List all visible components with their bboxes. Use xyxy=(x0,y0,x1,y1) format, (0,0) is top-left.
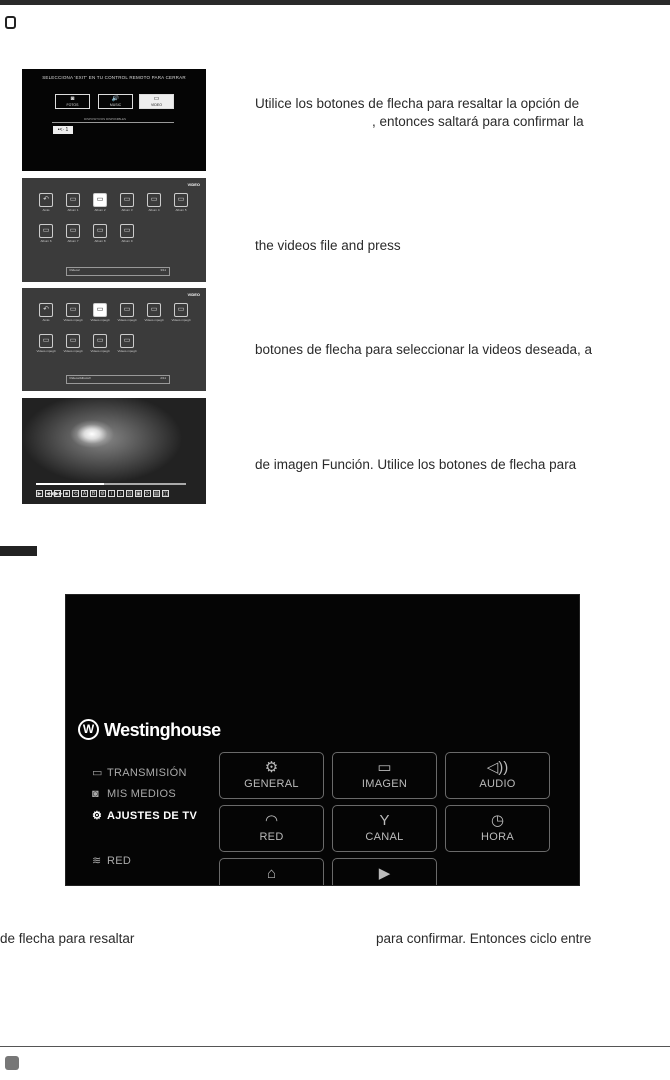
video-file-icon: ▭ xyxy=(66,334,80,348)
speaker-icon: ◁)) xyxy=(486,759,509,776)
video-file-icon: ▭ xyxy=(93,334,107,348)
back-icon: ↶ xyxy=(39,193,53,207)
tile-imagen[interactable] xyxy=(332,752,437,799)
thumbnail-media-source xyxy=(22,69,206,171)
video-file-icon: ▭ xyxy=(174,193,188,207)
top-rule xyxy=(0,0,670,5)
play-icon: ▶ xyxy=(378,865,391,882)
playback-control-icon: ▶▶ xyxy=(55,491,63,497)
page-count: 3/11 xyxy=(160,268,166,272)
playback-control-icon: ■ xyxy=(64,491,69,497)
grid-item-label: Album 5 xyxy=(175,208,187,212)
step-marker xyxy=(5,16,16,29)
progress-bar xyxy=(36,483,186,485)
playback-control-icon: ⚙ xyxy=(100,491,105,497)
page-number-badge xyxy=(5,1056,19,1070)
menu-item-mis-medios[interactable] xyxy=(92,788,176,800)
video-file-icon: ▭ xyxy=(120,224,134,238)
grid-item-label: Videos.mpeg4 xyxy=(90,349,110,353)
back-icon: ↶ xyxy=(39,303,53,317)
path-bar xyxy=(66,267,170,276)
playback-control-icon: ▣ xyxy=(136,491,141,497)
button-label: VIDEO xyxy=(151,103,162,107)
grid-item-label: Album 7 xyxy=(67,239,79,243)
tile-label: HORA xyxy=(481,831,514,843)
tile-label: IMAGEN xyxy=(361,778,408,790)
wifi-icon: ≋ xyxy=(92,855,102,867)
playback-controls xyxy=(36,490,198,498)
speaker-icon: 🔊 xyxy=(111,96,120,102)
tile-play[interactable] xyxy=(332,858,437,886)
video-file-icon: ▭ xyxy=(120,193,134,207)
monitor-icon: ▭ xyxy=(377,759,392,776)
video-file-icon: ▭ xyxy=(147,303,161,317)
thumbnail-video-playback xyxy=(22,398,206,504)
brand-name: Westinghouse xyxy=(104,720,221,740)
video-file-icon: ▭ xyxy=(66,303,80,317)
music-button xyxy=(98,94,133,109)
video-file-icon: ▭ xyxy=(39,334,53,348)
tile-label: CANAL xyxy=(365,831,404,843)
grid-item-label: Videos.mpeg4 xyxy=(171,318,191,322)
tile-audio[interactable] xyxy=(445,752,550,799)
paragraph-line: para confirmar. Entonces ciclo entre xyxy=(376,931,592,946)
grid-item-label: Videos.mpeg4 xyxy=(63,318,83,322)
grid-item-label: Album 9 xyxy=(121,239,133,243)
menu-item-label: TRANSMISIÓN xyxy=(107,767,187,779)
playback-control-icon: ◀◀ xyxy=(46,491,54,497)
video-file-icon: ▭ xyxy=(39,224,53,238)
video-file-icon: ▭ xyxy=(66,193,80,207)
tv-settings-screenshot xyxy=(65,594,580,886)
path-text: /Videos/Album2/ xyxy=(69,376,91,380)
paragraph-line: Utilice los botones de flecha para resaltar la opción de xyxy=(255,96,580,111)
menu-item-transmision[interactable] xyxy=(92,766,187,779)
section-label: VIDEO xyxy=(187,292,200,297)
video-icon: ▭ xyxy=(153,96,160,102)
path-bar xyxy=(66,375,170,384)
grid-item-label: Album 8 xyxy=(94,239,106,243)
menu-item-ajustes-de-tv[interactable] xyxy=(92,809,197,822)
fotos-button xyxy=(55,94,90,109)
monitor-icon: ▭ xyxy=(92,767,103,779)
tile-general[interactable] xyxy=(219,752,324,799)
video-button xyxy=(139,94,174,109)
grid-item-label: Album 1 xyxy=(67,208,79,212)
tile-canal[interactable] xyxy=(332,805,437,852)
tile-label: AUDIO xyxy=(479,778,516,790)
paragraph-line: de imagen Función. Utilice los botones de flecha para xyxy=(255,457,577,472)
playback-control-icon: ⊡ xyxy=(127,491,132,497)
video-file-icon: ▭ xyxy=(93,224,107,238)
grid-item-label: Album 4 xyxy=(148,208,160,212)
grid-item-label: Videos.mpeg4 xyxy=(144,318,164,322)
grid-item-label: Videos.mpeg4 xyxy=(117,349,137,353)
grid-item-label: Videos.mpeg4 xyxy=(36,349,56,353)
playback-control-icon: ⟳ xyxy=(145,491,150,497)
button-label: MUSIC xyxy=(109,103,122,107)
grid-item-label: Videos.mpeg4 xyxy=(63,349,83,353)
clock-icon: ◷ xyxy=(490,812,505,829)
playback-control-icon: B xyxy=(91,491,96,497)
video-file-icon: ▭ xyxy=(174,303,188,317)
menu-item-label: MIS MEDIOS xyxy=(107,788,177,800)
grid-item-label: Album 3 xyxy=(121,208,133,212)
playback-control-icon: A xyxy=(82,491,87,497)
tile-lock[interactable] xyxy=(219,858,324,886)
bottom-rule xyxy=(0,1046,670,1047)
camera-icon: ◙ xyxy=(70,96,75,102)
grid-item-label: Videos.mpeg4 xyxy=(117,318,137,322)
antenna-icon: Y xyxy=(379,812,390,829)
video-file-icon: ▭ xyxy=(120,334,134,348)
paragraph-line: de flecha para resaltar xyxy=(0,931,135,946)
playback-control-icon: ▶ xyxy=(37,491,42,497)
tile-label: GENERAL xyxy=(244,778,299,790)
grid-item-label: Atrás xyxy=(42,208,50,212)
paragraph-line: the videos file and press xyxy=(255,238,401,253)
grid-item-label: Album 6 xyxy=(40,239,52,243)
playback-control-icon: ⟲ xyxy=(73,491,78,497)
playback-control-icon: i xyxy=(108,490,115,497)
menu-item-label: RED xyxy=(107,855,132,867)
video-file-icon: ▭ xyxy=(66,224,80,238)
wifi-icon: ◠ xyxy=(264,812,279,829)
thumbnail-album-grid xyxy=(22,178,206,282)
tile-red[interactable] xyxy=(219,805,324,852)
menu-item-red[interactable] xyxy=(92,854,131,867)
paragraph-line: , entonces saltará para confirmar la xyxy=(372,114,584,129)
divider xyxy=(52,122,174,123)
grid-item-label: Videos.mpeg4 xyxy=(90,318,110,322)
section-label: VIDEO xyxy=(187,182,200,187)
page-count: 2/11 xyxy=(160,376,166,380)
tile-label: RED xyxy=(259,831,284,843)
menu-item-label: AJUSTES DE TV xyxy=(107,810,198,822)
lock-icon: ⌂ xyxy=(266,865,277,882)
grid-item-label: Album 2 xyxy=(94,208,106,212)
gear-icon: ⚙ xyxy=(264,759,279,776)
usb-device-icon: •<· 1 xyxy=(53,126,73,134)
camera-icon: ◙ xyxy=(92,788,99,800)
devices-subtitle: DISPOSITIVOS DISPONIBLES xyxy=(84,117,127,121)
gear-icon: ⚙ xyxy=(92,810,103,822)
video-file-icon: ▭ xyxy=(147,193,161,207)
button-label: FOTOS xyxy=(66,103,79,107)
paragraph-line: botones de flecha para seleccionar la videos deseada, a xyxy=(255,342,592,357)
playback-control-icon: ♪ xyxy=(117,490,124,497)
path-text: /Videos/ xyxy=(69,268,80,272)
video-file-icon: ▭ xyxy=(120,303,134,317)
video-file-icon: ▭ xyxy=(93,193,107,207)
grid-item-label: Atrás xyxy=(42,318,50,322)
progress-fill xyxy=(36,483,104,485)
playback-control-icon: ▤ xyxy=(154,491,159,497)
thumbnail-video-grid xyxy=(22,288,206,391)
thumb-title: SELECCIONA 'EXIT' EN TU CONTROL REMOTO PARA CERRAR xyxy=(42,75,186,80)
playback-control-icon: ◫ xyxy=(163,491,168,497)
westinghouse-logo-icon: W xyxy=(78,719,99,740)
tile-hora[interactable] xyxy=(445,805,550,852)
video-file-icon: ▭ xyxy=(93,303,107,317)
note-label-bar xyxy=(0,546,37,556)
